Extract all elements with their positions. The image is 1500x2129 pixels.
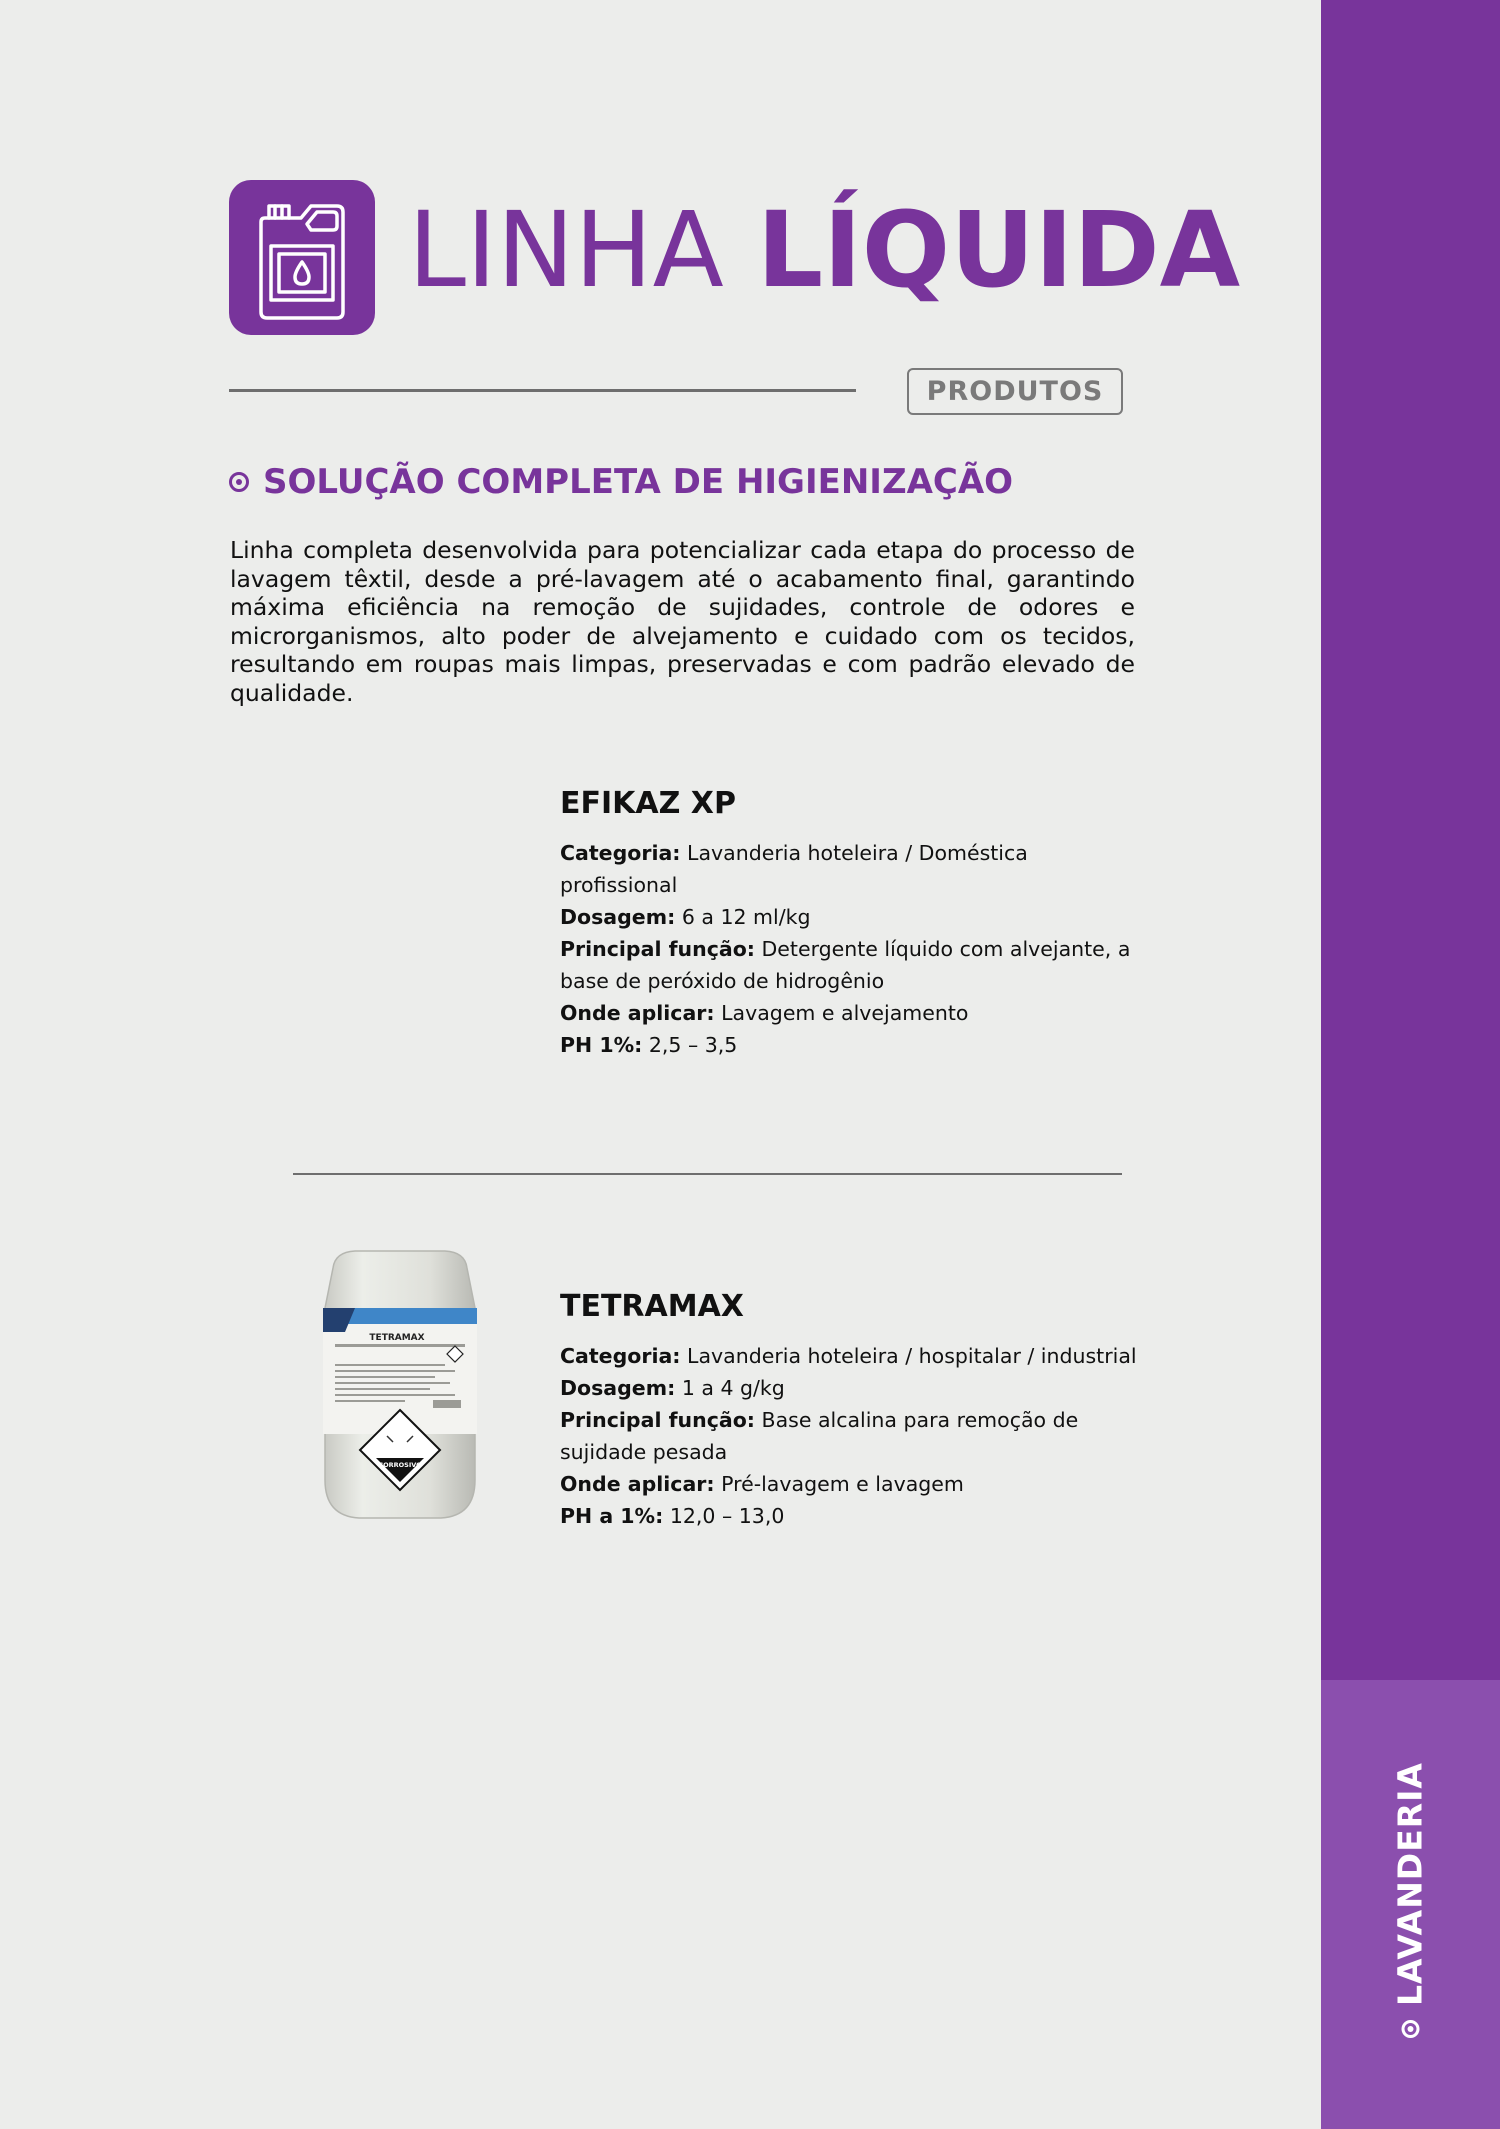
header-divider	[229, 389, 856, 392]
prop-value: 1 a 4 g/kg	[681, 1376, 785, 1400]
product-card	[560, 1289, 1140, 1532]
section-title: SOLUÇÃO COMPLETA DE HIGIENIZAÇÃO	[263, 462, 1014, 502]
prop-value: 6 a 12 ml/kg	[681, 905, 811, 929]
product-prop	[560, 1372, 1140, 1404]
section-heading	[229, 462, 1013, 502]
prop-label: PH 1%:	[560, 1033, 643, 1057]
tetramax-product-image	[315, 1248, 485, 1520]
liquid-jerrycan-icon	[229, 180, 375, 335]
product-prop	[560, 1500, 1140, 1532]
sidebar-label: LAVANDERIA	[1390, 1762, 1430, 2006]
section-body: Linha completa desenvolvida para potencializar cada etapa do processo de lavagem têxtil, desde a pré-lavagem até o acabamento final, garantindo máxima eficiência na remoção de sujidades, controle de odores e microrganismos, alto poder de alvejamento e cuidado com os tecidos, resultando em roupas mais limpas, preservadas e com padrão elevado de qualidade.	[230, 536, 1135, 707]
prop-value: Pré-lavagem e lavagem	[721, 1472, 964, 1496]
prop-value: Base alcalina para remoção de sujidade pesada	[560, 1408, 1079, 1464]
prop-value: Lavanderia hoteleira / hospitalar / industrial	[687, 1344, 1137, 1368]
prop-value: Lavanderia hoteleira / Doméstica profissional	[560, 841, 1028, 897]
sidebar-category-tab[interactable]	[1391, 1762, 1430, 2038]
prop-value: Detergente líquido com alvejante, a base de peróxido de hidrogênio	[560, 937, 1131, 993]
produtos-badge: PRODUTOS	[907, 368, 1123, 415]
product-prop	[560, 837, 1140, 901]
title-light: LINHA	[408, 189, 724, 311]
product-prop	[560, 901, 1140, 933]
product-card	[560, 786, 1140, 1061]
product-prop	[560, 1340, 1140, 1372]
prop-label: Principal função:	[560, 937, 755, 961]
product-prop	[560, 1029, 1140, 1061]
target-bullet-icon	[229, 472, 249, 492]
prop-label: Dosagem:	[560, 905, 676, 929]
prop-label: Categoria:	[560, 1344, 681, 1368]
prop-label: PH a 1%:	[560, 1504, 664, 1528]
prop-value: 12,0 – 13,0	[669, 1504, 785, 1528]
product-prop	[560, 933, 1140, 997]
product-prop	[560, 1404, 1140, 1468]
hazard-label: CORROSIVO	[378, 1461, 422, 1469]
product-name: TETRAMAX	[560, 1289, 744, 1324]
prop-label: Principal função:	[560, 1408, 755, 1432]
product-prop	[560, 997, 1140, 1029]
prop-label: Onde aplicar:	[560, 1472, 715, 1496]
prop-value: 2,5 – 3,5	[648, 1033, 738, 1057]
sidebar-top-band	[1321, 0, 1500, 1680]
prop-value: Lavagem e alvejamento	[721, 1001, 969, 1025]
prop-label: Categoria:	[560, 841, 681, 865]
product-divider	[293, 1173, 1122, 1175]
prop-label: Onde aplicar:	[560, 1001, 715, 1025]
prop-label: Dosagem:	[560, 1376, 676, 1400]
product-prop	[560, 1468, 1140, 1500]
target-bullet-icon	[1401, 2020, 1419, 2038]
image-product-label: TETRAMAX	[369, 1333, 425, 1343]
title-bold: LÍQUIDA	[756, 189, 1241, 311]
product-name: EFIKAZ XP	[560, 786, 736, 821]
page-title	[408, 190, 1240, 310]
